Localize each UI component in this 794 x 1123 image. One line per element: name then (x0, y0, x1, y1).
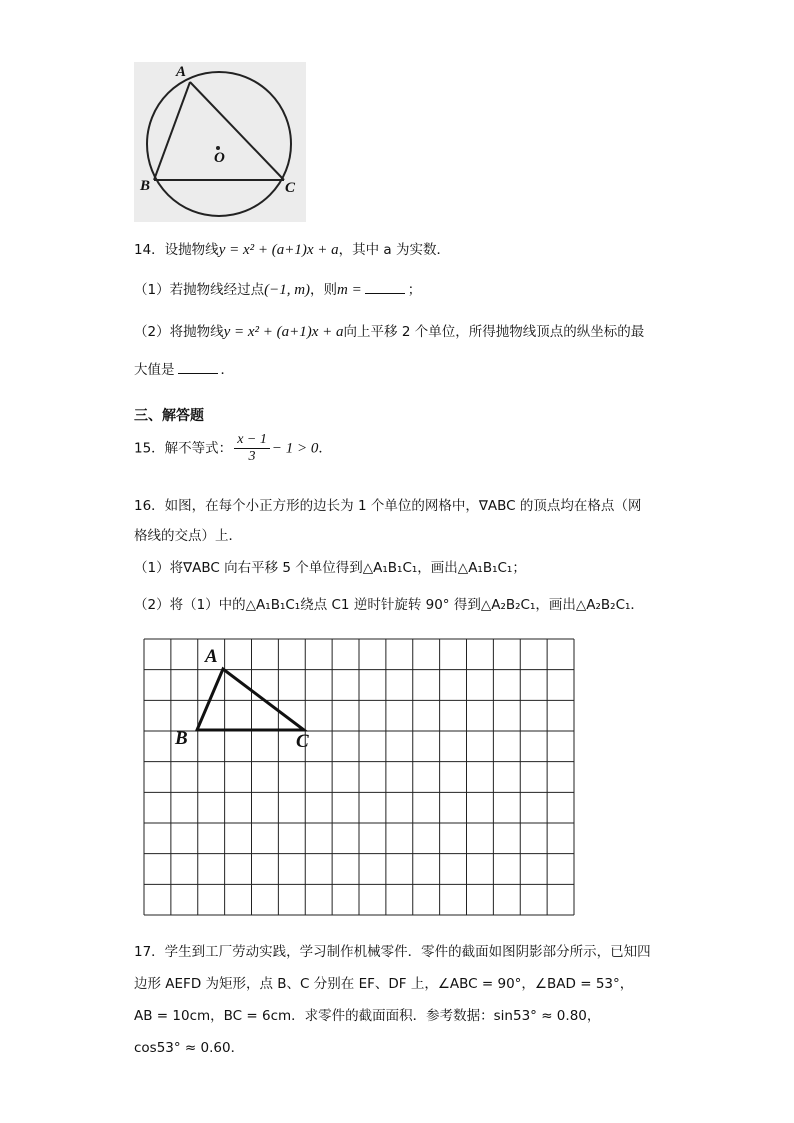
segment-ab (154, 82, 190, 180)
q17-line2: 边形 AEFD 为矩形，点 B、C 分别在 EF、DF 上，∠ABC = 90°，∠BAD = 53°， (134, 976, 634, 992)
triangle-abc (197, 669, 304, 730)
q15 (134, 432, 332, 465)
q14-p2-formula: y = x² + (a+1)x + a (223, 324, 344, 340)
q14-p2-prefix: （2）将抛物线 (134, 324, 224, 340)
q17-line1: 17．学生到工厂劳动实践，学习制作机械零件．零件的截面如图阴影部分所示，已知四 (134, 944, 651, 960)
q16-part1: （1）将∇ABC 向右平移 5 个单位得到△A₁B₁C₁，画出△A₁B₁C₁； (134, 560, 526, 576)
q14-p1-mid: ，则 (310, 282, 338, 298)
circle-label-c: C (285, 180, 296, 196)
q17-line3: AB = 10cm，BC = 6cm．求零件的截面面积．参考数据：sin53° ≈ 0.80， (134, 1008, 601, 1024)
circle-outline (147, 72, 291, 216)
circle-label-a: A (176, 64, 187, 80)
q14-part2 (134, 320, 644, 341)
grid-label-c: C (296, 731, 309, 752)
q15-fraction (234, 432, 270, 465)
q14-p1-end: ； (407, 282, 422, 298)
q14-stem-prefix: 14．设抛物线 (134, 242, 219, 258)
q14-part1 (134, 278, 421, 299)
q15-inequality-rest: − 1 > 0 (271, 440, 319, 457)
q14-p1-var: m = (337, 282, 362, 298)
grid-diagram (143, 638, 575, 916)
circle-diagram (134, 62, 306, 222)
grid-lines (144, 639, 574, 915)
q16-line1: 16．如图，在每个小正方形的边长为 1 个单位的网格中，∇ABC 的顶点均在格点（网 (134, 498, 642, 514)
q14-p1-prefix: （1）若抛物线经过点 (134, 282, 265, 298)
circle-figure (134, 62, 306, 222)
q14-stem-formula: y = x² + (a+1)x + a (218, 242, 339, 258)
q14-answer-blank-2[interactable] (178, 359, 218, 374)
q14-p2-suffix: 向上平移 2 个单位，所得抛物线顶点的纵坐标的最 (343, 324, 645, 340)
grid-figure (143, 638, 575, 916)
q17-line4: cos53° ≈ 0.60． (134, 1040, 245, 1056)
grid-label-b: B (175, 728, 188, 749)
q15-end: ． (318, 440, 332, 457)
circle-label-b: B (140, 178, 151, 194)
q15-fraction-numerator: x − 1 (234, 432, 270, 449)
section-title: 三、解答题 (134, 408, 204, 424)
q14-stem (134, 238, 450, 259)
segment-ac (190, 82, 284, 180)
grid-label-a: A (205, 646, 218, 667)
circle-label-o: O (214, 150, 225, 166)
q15-fraction-denominator: 3 (248, 449, 256, 464)
q16-part2: （2）将（1）中的△A₁B₁C₁绕点 C1 逆时针旋转 90° 得到△A₂B₂C₁，画出△A₂B₂C₁． (134, 597, 644, 613)
q15-prefix: 15．解不等式： (134, 440, 233, 457)
q14-stem-suffix: ，其中 a 为实数． (338, 242, 450, 258)
q14-p1-point: (−1, m) (264, 282, 311, 298)
q14-p2-end: ． (220, 362, 234, 378)
q16-line2: 格线的交点）上． (134, 528, 242, 544)
q14-p2-line2: 大值是 (134, 362, 175, 378)
q14-answer-blank-1[interactable] (365, 279, 405, 294)
q14-part2-line2 (134, 358, 234, 378)
